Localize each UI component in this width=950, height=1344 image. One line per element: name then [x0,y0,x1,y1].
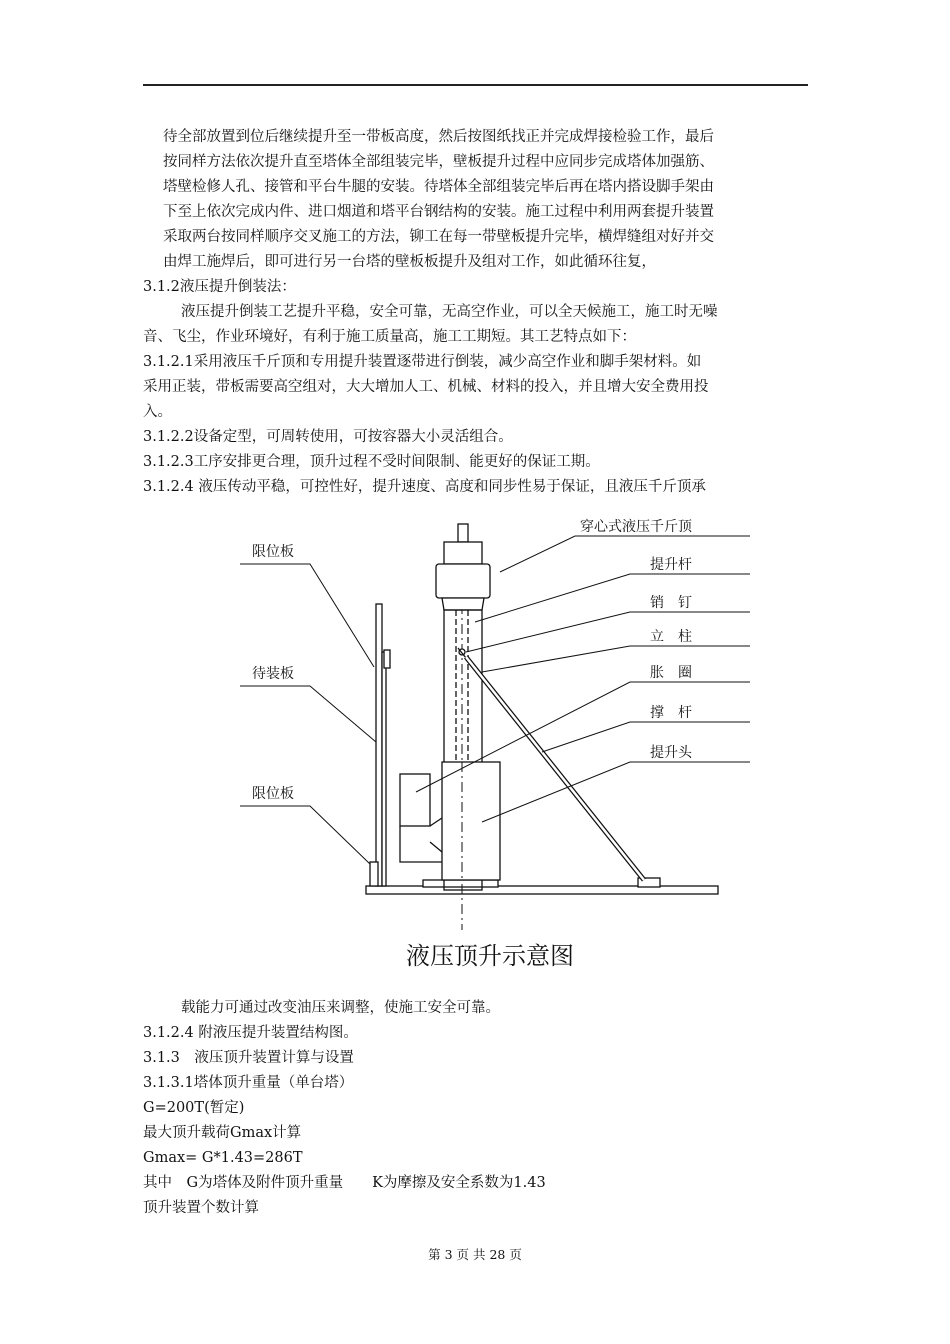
text-line: 待全部放置到位后继续提升至一带板高度，然后按图纸找正并完成焊接检验工作，最后 [163,129,714,145]
section-heading-3-1-2: 3.1.2液压提升倒装法： [143,279,296,295]
hydraulic-jack [436,564,490,598]
label-plate-to-install: 待装板 [252,666,294,682]
text-line: 下至上依次完成内件、进口烟道和塔平台钢结构的安装。施工过程中利用两套提升装置 [163,204,714,220]
label-limit-plate-top: 限位板 [252,544,294,560]
label-brace: 撑 杆 [650,705,692,721]
figure-caption: 液压顶升示意图 [406,942,574,970]
text-line: 最大顶升载荷Gmax计算 [143,1125,302,1141]
text-line: 按同样方法依次提升直至塔体全部组装完毕，壁板提升过程中应同步完成塔体加强筋、 [163,154,714,170]
text-line: 3.1.3.1塔体顶升重量（单台塔） [143,1075,354,1091]
text-line: 采取两台按同样顺序交叉施工的方法，铆工在每一带壁板提升完毕，横焊缝组对好并交 [163,229,714,245]
limit-plate-bottom [370,862,378,886]
text-line: 由焊工施焊后，即可进行另一台塔的壁板板提升及组对工作，如此循环往复， [163,254,656,270]
label-column: 立 柱 [650,629,692,645]
text-line: G=200T(暂定) [143,1100,245,1116]
header-rule [143,84,808,86]
hydraulic-jack-diagram [230,512,750,932]
label-limit-plate-bottom: 限位板 [252,786,294,802]
paragraph-after-figure [143,996,808,1221]
text-line: 采用正装，带板需要高空组对，大大增加人工、机械、材料的投入，并且增大安全费用投 [143,379,709,395]
text-line: 其中 G为塔体及附件顶升重量 K为摩擦及安全系数为1.43 [143,1175,546,1191]
label-lifting-head: 提升头 [650,745,692,761]
text-line: Gmax= G*1.43=286T [143,1150,303,1166]
label-pin: 销 钉 [650,595,692,611]
page-footer: 第 3 页 共 28 页 [428,1247,522,1262]
jack-cap [444,542,482,564]
label-jack: 穿心式液压千斤顶 [580,519,692,535]
text-line: 入。 [143,404,172,420]
lifting-head [442,762,500,880]
text-line: 塔壁检修人孔、接管和平台牛腿的安装。待塔体全部组装完毕后再在塔内搭设脚手架由 [163,179,714,195]
text-line: 载能力可通过改变油压来调整，使施工安全可靠。 [181,1000,500,1016]
item-3-1-2-2: 3.1.2.2设备定型，可周转使用，可按容器大小灵活组合。 [143,429,513,445]
text-line: 顶升装置个数计算 [143,1200,259,1216]
lifting-rod-top [458,524,468,542]
text-line: 液压提升倒装工艺提升平稳，安全可靠，无高空作业，可以全天候施工，施工时无噪 [181,304,718,320]
item-3-1-2-3: 3.1.2.3工序安排更合理，顶升过程不受时间限制、能更好的保证工期。 [143,454,600,470]
item-3-1-2-1: 3.1.2.1采用液压千斤顶和专用提升装置逐带进行倒装，减少高空作业和脚手架材料。如 [143,354,702,370]
limit-plate-top [384,650,390,668]
label-lifting-rod: 提升杆 [650,557,692,573]
expansion-ring [400,774,430,826]
plate-to-install [376,604,382,886]
base-plate [366,886,718,894]
paragraph-1 [143,125,808,500]
text-line: 3.1.2.4 附液压提升装置结构图。 [143,1025,358,1041]
text-line: 音、飞尘，作业环境好，有利于施工质量高，施工工期短。其工艺特点如下： [143,329,636,345]
item-3-1-2-4: 3.1.2.4 液压传动平稳，可控性好，提升速度、高度和同步性易于保证，且液压千斤顶承 [143,479,706,495]
label-expansion-ring: 胀 圈 [650,665,692,681]
section-heading-3-1-3: 3.1.3 液压顶升装置计算与设置 [143,1050,354,1066]
